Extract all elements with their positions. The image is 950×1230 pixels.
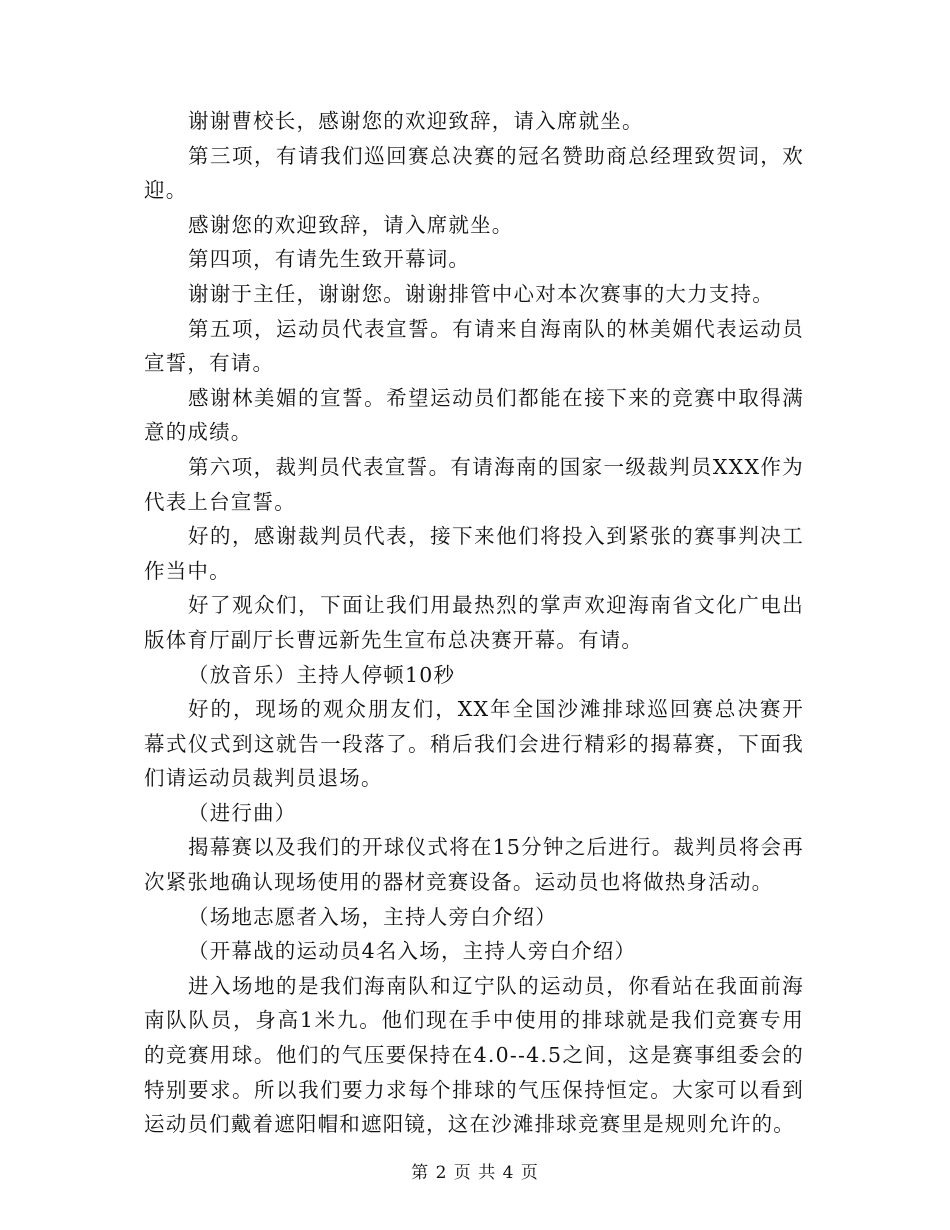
paragraph: （进行曲）	[188, 800, 297, 825]
paragraph: 好的，现场的观众朋友们，XX年全国沙滩排球巡回赛总决赛开幕式仪式到这就告一段落了。稍后我们会进行精彩的揭幕赛，下面我们请运动员裁判员退场。	[144, 697, 804, 791]
paragraph: 感谢林美媚的宣誓。希望运动员们都能在接下来的竞赛中取得满意的成绩。	[144, 385, 804, 445]
page-number-footer: 第 2 页 共 4 页	[411, 1163, 539, 1183]
paragraph: 好了观众们，下面让我们用最热烈的掌声欢迎海南省文化广电出版体育厅副厅长曹远新先生宣布总决赛开幕。有请。	[144, 593, 804, 652]
paragraph: （场地志愿者入场，主持人旁白介绍）	[188, 904, 557, 929]
paragraph: 好的，感谢裁判员代表，接下来他们将投入到紧张的赛事判决工作当中。	[144, 524, 804, 583]
paragraph: 谢谢于主任，谢谢您。谢谢排管中心对本次赛事的大力支持。	[188, 281, 774, 306]
paragraph: 第五项，运动员代表宣誓。有请来自海南队的林美媚代表运动员宣誓，有请。	[144, 316, 804, 376]
paragraph: 谢谢曹校长，感谢您的欢迎致辞，请入席就坐。	[188, 109, 644, 133]
paragraph: 第六项，裁判员代表宣誓。有请海南的国家一级裁判员XXX作为代表上台宣誓。	[144, 454, 804, 514]
paragraph: 进入场地的是我们海南队和辽宁队的运动员，你看站在我面前海南队队员，身高1米九。他们现在手中使用的排球就是我们竞赛专用的竞赛用球。他们的气压要保持在4.0--4.5之间，这是赛事组委会的特别要求。所以我们要力求每个排球的气压保持恒定。大家可以看到运动员们戴着遮阳帽和遮阳镜，这在沙滩排球竞赛里是规则允许的。	[144, 973, 804, 1137]
paragraph: （放音乐）主持人停顿10秒	[188, 662, 456, 687]
paragraph: 第三项，有请我们巡回赛总决赛的冠名赞助商总经理致贺词，欢迎。	[144, 143, 804, 203]
paragraph: （开幕战的运动员4名入场，主持人旁白介绍）	[188, 939, 637, 964]
document-body	[144, 104, 804, 1142]
paragraph: 感谢您的欢迎致辞，请入席就坐。	[188, 212, 514, 237]
paragraph: 揭幕赛以及我们的开球仪式将在15分钟之后进行。裁判员将会再次紧张地确认现场使用的器材竞赛设备。运动员也将做热身活动。	[144, 835, 804, 895]
paragraph: 第四项，有请先生致开幕词。	[188, 247, 471, 272]
